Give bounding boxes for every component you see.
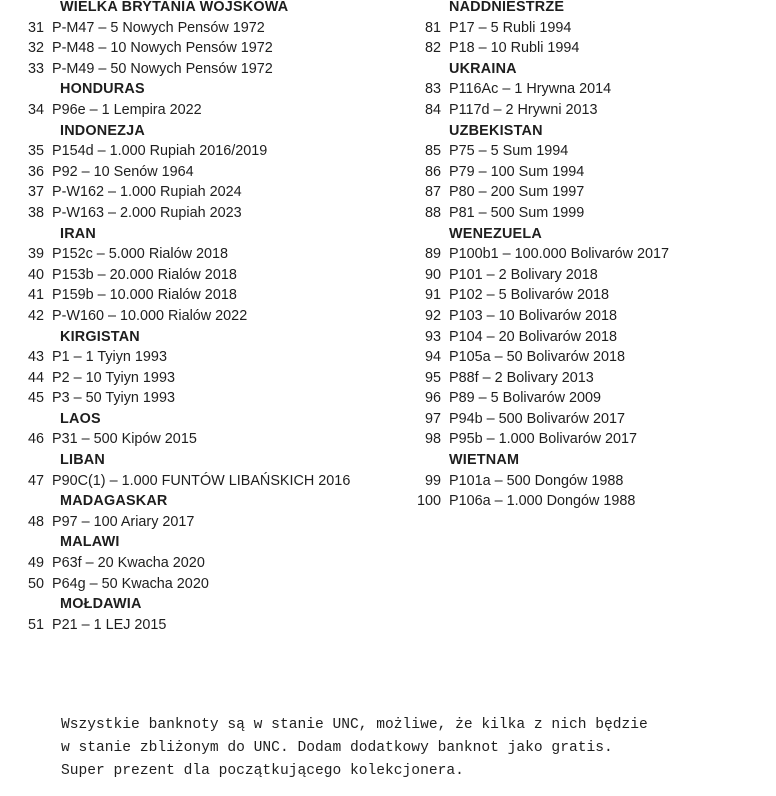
item-description: P-M47 – 5 Nowych Pensów 1972 xyxy=(52,19,265,36)
banknote-item xyxy=(400,368,776,389)
item-number: 95 xyxy=(424,369,441,386)
country-heading: IRAN xyxy=(60,225,96,242)
banknote-item xyxy=(400,79,776,100)
item-number: 91 xyxy=(424,287,441,304)
item-description: P117d – 2 Hrywni 2013 xyxy=(449,101,598,118)
item-description: P79 – 100 Sum 1994 xyxy=(449,163,585,180)
item-description: P1 – 1 Tyiyn 1993 xyxy=(52,349,167,366)
item-number: 35 xyxy=(27,143,44,160)
country-heading: NADDNIESTRZE xyxy=(449,0,565,15)
item-description: P3 – 50 Tyiyn 1993 xyxy=(52,390,175,407)
item-number: 88 xyxy=(424,204,441,221)
item-description: P159b – 10.000 Rialów 2018 xyxy=(52,287,237,304)
banknote-item xyxy=(0,615,400,636)
banknote-item xyxy=(400,100,776,121)
banknote-item xyxy=(0,285,400,306)
item-number: 93 xyxy=(424,328,441,345)
item-description: P96e – 1 Lempira 2022 xyxy=(52,101,202,118)
banknote-item xyxy=(400,18,776,39)
item-description: P101 – 2 Bolivary 2018 xyxy=(449,266,598,283)
item-number: 85 xyxy=(424,143,441,160)
banknote-item xyxy=(400,471,776,492)
item-description: P-W160 – 10.000 Rialów 2022 xyxy=(52,307,248,324)
banknote-list-left xyxy=(0,0,400,635)
item-description: P152c – 5.000 Rialów 2018 xyxy=(52,246,229,263)
banknote-list-right xyxy=(400,0,776,512)
item-description: P104 – 20 Bolivarów 2018 xyxy=(449,328,618,345)
item-description: P153b – 20.000 Rialów 2018 xyxy=(52,266,237,283)
country-heading: UZBEKISTAN xyxy=(449,122,543,139)
item-number: 33 xyxy=(27,60,44,77)
item-description: P101a – 500 Dongów 1988 xyxy=(449,472,624,489)
item-number: 99 xyxy=(424,472,441,489)
item-number: 31 xyxy=(27,19,44,36)
banknote-item xyxy=(400,285,776,306)
banknote-item xyxy=(400,388,776,409)
banknote-item xyxy=(400,38,776,59)
item-description: P154d – 1.000 Rupiah 2016/2019 xyxy=(52,143,268,160)
item-number: 92 xyxy=(424,307,441,324)
item-description: P2 – 10 Tyiyn 1993 xyxy=(52,369,175,386)
item-number: 98 xyxy=(424,431,441,448)
item-description: P94b – 500 Bolivarów 2017 xyxy=(449,410,626,427)
country-heading: WENEZUELA xyxy=(449,225,542,242)
item-description: P-W162 – 1.000 Rupiah 2024 xyxy=(52,184,242,201)
item-number: 42 xyxy=(27,307,44,324)
item-number: 45 xyxy=(27,390,44,407)
item-description: P21 – 1 LEJ 2015 xyxy=(52,616,167,633)
banknote-item xyxy=(0,429,400,450)
item-description: P88f – 2 Bolivary 2013 xyxy=(449,369,594,386)
item-description: P106a – 1.000 Dongów 1988 xyxy=(449,493,636,510)
banknote-item xyxy=(0,141,400,162)
banknote-item xyxy=(0,512,400,533)
banknote-item xyxy=(0,244,400,265)
item-description: P63f – 20 Kwacha 2020 xyxy=(52,555,205,572)
banknote-item xyxy=(400,244,776,265)
banknote-item xyxy=(0,38,400,59)
item-number: 47 xyxy=(27,472,44,489)
banknote-item xyxy=(0,182,400,203)
item-number: 97 xyxy=(424,410,441,427)
item-description: P-M48 – 10 Nowych Pensów 1972 xyxy=(52,40,273,57)
item-number: 81 xyxy=(424,19,441,36)
country-heading: INDONEZJA xyxy=(60,122,145,139)
country-heading: MALAWI xyxy=(60,534,120,551)
banknote-item xyxy=(400,347,776,368)
banknote-item xyxy=(0,368,400,389)
banknote-item xyxy=(0,265,400,286)
banknote-item xyxy=(400,306,776,327)
item-number: 100 xyxy=(416,493,441,510)
item-description: P90C(1) – 1.000 FUNTÓW LIBAŃSKICH 2016 xyxy=(52,472,351,489)
item-number: 87 xyxy=(424,184,441,201)
item-description: P17 – 5 Rubli 1994 xyxy=(449,19,572,36)
item-number: 51 xyxy=(27,616,44,633)
banknote-item xyxy=(400,162,776,183)
item-description: P64g – 50 Kwacha 2020 xyxy=(52,575,209,592)
item-number: 37 xyxy=(27,184,44,201)
description-line-2: w stanie zbliżonym do UNC. Dodam dodatkowy banknot jako gratis. xyxy=(61,740,613,756)
item-description: P105a – 50 Bolivarów 2018 xyxy=(449,349,626,366)
country-heading: WIELKA BRYTANIA WOJSKOWA xyxy=(60,0,289,15)
banknote-item xyxy=(0,574,400,595)
item-number: 50 xyxy=(27,575,44,592)
item-description: P18 – 10 Rubli 1994 xyxy=(449,40,580,57)
item-number: 94 xyxy=(424,349,441,366)
item-description: P-M49 – 50 Nowych Pensów 1972 xyxy=(52,60,273,77)
item-number: 40 xyxy=(27,266,44,283)
item-description: P81 – 500 Sum 1999 xyxy=(449,204,585,221)
item-description: P89 – 5 Bolivarów 2009 xyxy=(449,390,602,407)
country-heading: LAOS xyxy=(60,410,101,427)
banknote-item xyxy=(400,182,776,203)
item-description: P100b1 – 100.000 Bolivarów 2017 xyxy=(449,246,670,263)
banknote-item xyxy=(0,18,400,39)
country-heading: UKRAINA xyxy=(449,60,517,77)
item-number: 96 xyxy=(424,390,441,407)
banknote-item xyxy=(400,429,776,450)
item-number: 43 xyxy=(27,349,44,366)
banknote-item xyxy=(400,409,776,430)
item-description: P97 – 100 Ariary 2017 xyxy=(52,513,195,530)
country-heading: WIETNAM xyxy=(449,452,520,469)
item-number: 34 xyxy=(27,101,44,118)
country-heading: KIRGISTAN xyxy=(60,328,140,345)
banknote-item xyxy=(0,203,400,224)
item-description: P-W163 – 2.000 Rupiah 2023 xyxy=(52,204,242,221)
banknote-item xyxy=(0,471,400,492)
item-number: 89 xyxy=(424,246,441,263)
item-description: P92 – 10 Senów 1964 xyxy=(52,163,194,180)
item-number: 90 xyxy=(424,266,441,283)
item-number: 39 xyxy=(27,246,44,263)
item-description: P102 – 5 Bolivarów 2018 xyxy=(449,287,610,304)
item-number: 46 xyxy=(27,431,44,448)
item-number: 82 xyxy=(424,40,441,57)
banknote-item xyxy=(0,162,400,183)
description-line-1: Wszystkie banknoty są w stanie UNC, możliwe, że kilka z nich będzie xyxy=(61,717,648,733)
item-number: 38 xyxy=(27,204,44,221)
item-number: 86 xyxy=(424,163,441,180)
item-description: P103 – 10 Bolivarów 2018 xyxy=(449,307,618,324)
item-number: 36 xyxy=(27,163,44,180)
banknote-item xyxy=(0,347,400,368)
banknote-item xyxy=(400,491,776,512)
banknote-item xyxy=(400,265,776,286)
country-heading: MADAGASKAR xyxy=(60,493,168,510)
country-heading: HONDURAS xyxy=(60,81,145,98)
banknote-item xyxy=(0,388,400,409)
banknote-item xyxy=(0,100,400,121)
banknote-item xyxy=(400,327,776,348)
item-number: 83 xyxy=(424,81,441,98)
item-number: 84 xyxy=(424,101,441,118)
item-number: 48 xyxy=(27,513,44,530)
banknote-item xyxy=(0,59,400,80)
description-line-3: Super prezent dla początkującego kolekcjonera. xyxy=(61,763,464,779)
item-description: P116Ac – 1 Hrywna 2014 xyxy=(449,81,612,98)
item-number: 49 xyxy=(27,555,44,572)
item-number: 44 xyxy=(27,369,44,386)
country-heading: MOŁDAWIA xyxy=(60,596,142,613)
item-description: P95b – 1.000 Bolivarów 2017 xyxy=(449,431,638,448)
item-description: P31 – 500 Kipów 2015 xyxy=(52,431,197,448)
banknote-item xyxy=(0,553,400,574)
description-text xyxy=(61,714,761,783)
banknote-item xyxy=(400,141,776,162)
item-description: P75 – 5 Sum 1994 xyxy=(449,143,569,160)
item-description: P80 – 200 Sum 1997 xyxy=(449,184,585,201)
item-number: 41 xyxy=(27,287,44,304)
country-heading: LIBAN xyxy=(60,452,105,469)
banknote-item xyxy=(0,306,400,327)
item-number: 32 xyxy=(27,40,44,57)
banknote-item xyxy=(400,203,776,224)
